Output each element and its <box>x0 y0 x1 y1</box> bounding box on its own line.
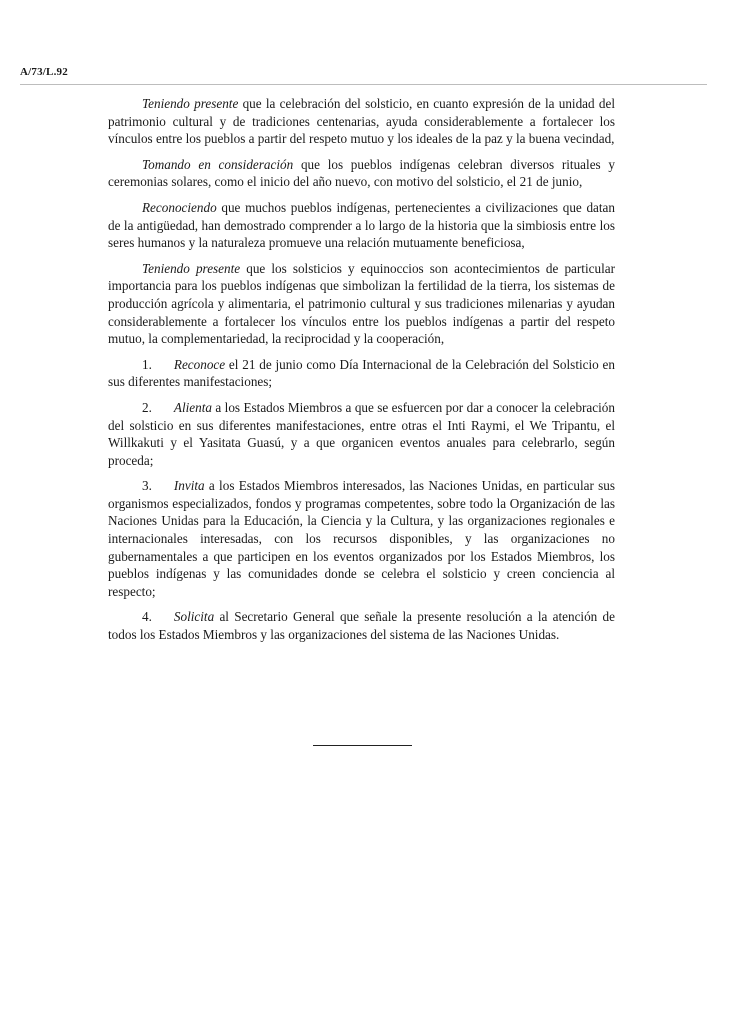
paragraph-number: 3. <box>142 478 152 494</box>
operative-text: el 21 de junio como Día Internacional de la Celebración del Solsticio en sus diferentes manifestaciones; <box>108 356 615 390</box>
document-symbol: A/73/L.92 <box>20 66 68 78</box>
preamble-lead: Reconociendo <box>142 199 217 215</box>
paragraph-number: 4. <box>142 609 152 625</box>
operative-paragraph-2 <box>108 399 615 469</box>
paragraph-number: 1. <box>142 356 152 372</box>
operative-lead: Solicita <box>173 609 215 625</box>
operative-paragraph-3 <box>108 477 615 600</box>
operative-paragraph-1 <box>108 356 615 391</box>
preamble-text: que los solsticios y equinoccios son acontecimientos de particular importancia para los pueblos indígenas que simbolizan la fertilidad de la tierra, los sistemas de producción agrícola y alimentaria, el patrimonio cultural y sus tradiciones milenarias y ayudan considerablemente a fortalecer los vínculos entre los pueblos indígenas a partir del respeto mutuo, la complementariedad, la reciprocidad y la cooperación, <box>108 260 615 347</box>
preamble-paragraph-3 <box>108 199 615 252</box>
operative-paragraph-4 <box>108 608 615 643</box>
preamble-paragraph-2 <box>108 156 615 191</box>
operative-text: al Secretario General que señale la presente resolución a la atención de todos los Estados Miembros y las organizaciones del sistema de las Naciones Unidas. <box>108 609 615 643</box>
end-of-document-rule <box>313 745 412 746</box>
header-divider <box>20 84 707 85</box>
preamble-text: que la celebración del solsticio, en cuanto expresión de la unidad del patrimonio cultural y de tradiciones centenarias, ayuda considerablemente a fortalecer los vínculos entre los pueblos a partir del respeto mutuo y los ideales de la paz y la buena vecindad, <box>108 96 616 147</box>
preamble-lead: Tomando en consideración <box>142 156 294 172</box>
operative-text: a los Estados Miembros a que se esfuercen por dar a conocer la celebración del solsticio en sus diferentes manifestaciones, entre otras el Inti Raymi, el We Tripantu, el Willkakuti y el Yasitata Guasú, y a que organicen eventos anuales para celebrarlo, según proceda; <box>108 399 615 468</box>
preamble-text: que los pueblos indígenas celebran diversos rituales y ceremonias solares, como el inicio del año nuevo, con motivo del solsticio, el 21 de junio, <box>108 156 615 190</box>
preamble-lead: Teniendo presente <box>142 260 241 276</box>
preamble-paragraph-1 <box>108 95 615 148</box>
operative-text: a los Estados Miembros interesados, las Naciones Unidas, en particular sus organismos especializados, fondos y programas competentes, sobre todo la Organización de las Naciones Unidas para la Educación, la Ciencia y la Cultura, y las organizaciones regionales e internacionales interesadas, con los recursos disponibles, y las organizaciones no gubernamentales a que participen en los eventos organizados por los Estados Miembros, los pueblos indígenas y las comunidades donde se celebra el solsticio y creen conciencia al respecto; <box>108 478 615 599</box>
paragraph-number: 2. <box>142 399 152 415</box>
preamble-paragraph-4 <box>108 260 615 348</box>
resolution-body <box>108 95 615 652</box>
preamble-text: que muchos pueblos indígenas, pertenecientes a civilizaciones que datan de la antigüedad, han demostrado comprender a lo largo de la historia que la simbiosis entre los seres humanos y la naturaleza promueve una relación mutuamente beneficiosa, <box>108 199 615 251</box>
preamble-lead: Teniendo presente <box>142 96 239 111</box>
operative-lead: Alienta <box>173 399 212 415</box>
operative-lead: Invita <box>173 478 205 494</box>
operative-lead: Reconoce <box>173 356 226 372</box>
